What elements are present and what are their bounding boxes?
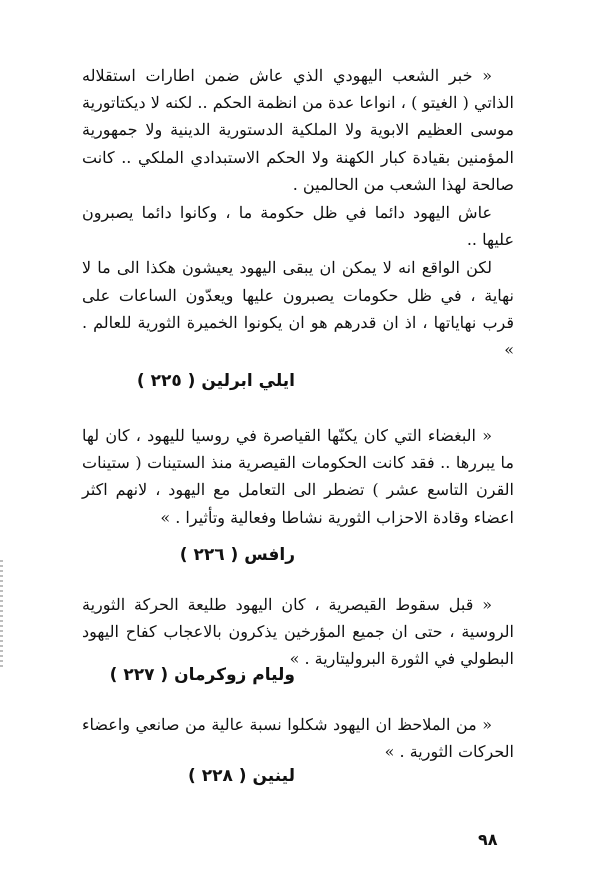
quote-lenin [82, 711, 514, 765]
quote-paragraph: « البغضاء التي كان يكنّها القياصرة في روسيا لليهود ، كان لها ما يبررها .. فقد كانت الحكومات القيصرية منذ الستينات ( ستينات القرن التاسع عشر ) تضطر الى التعامل مع اليهود ، لانهم اكثر اعضاء وقادة الاحزاب الثورية نشاطا وفعالية وتأثيرا . » [82, 426, 514, 527]
quote-paragraph: عاش اليهود دائما في ظل حكومة ما ، وكانوا دائما يصبرون عليها .. [82, 203, 514, 250]
attribution-raffs: رافس ( ٢٢٦ ) [179, 545, 295, 565]
quote-raffs [82, 422, 514, 531]
quote-paragraph: لكن الواقع انه لا يمكن ان يبقى اليهود يعيشون هكذا الى ما لا نهاية ، في ظل حكومات يصبرون عليها ويعدّون الساعات على قرب نهاياتها ، اذ ان قدرهم هو ان يكونوا الخميرة الثورية للعالم . » [82, 258, 514, 360]
attribution-william-zukerman: وليام زوكرمان ( ٢٢٧ ) [109, 665, 295, 685]
attribution-lenin: لينين ( ٢٢٨ ) [188, 766, 295, 786]
quote-paragraph: « من الملاحظ ان اليهود شكلوا نسبة عالية من صانعي واعضاء الحركات الثورية . » [82, 715, 514, 762]
quote-paragraph: « قبل سقوط القيصرية ، كان اليهود طليعة الحركة الثورية الروسية ، حتى ان جميع المؤرخين يذكرون بالاعجاب كفاح اليهود البطولي في الثورة البروليتارية . » [82, 595, 514, 669]
quote-paragraph: « خبر الشعب اليهودي الذي عاش ضمن اطارات استقلاله الذاتي ( الغيتو ) ، انواعا عدة من انظمة الحكم .. لكنه لا ديكتاتورية موسى العظيم الابوية ولا الملكية الدستورية الدينية ولا جمهورية المؤمنين بقيادة كبار الكهنة ولا الحكم الاستبدادي الملكي .. كانت صالحة لهذا الشعب من الحالمين . [82, 66, 514, 194]
quote-william-zukerman [82, 591, 514, 673]
page-edge-shadow [0, 560, 3, 670]
quote-eli-eberlin [82, 62, 514, 363]
page-number: ٩٨ [478, 830, 498, 849]
attribution-eli-eberlin: ايلي ابرلين ( ٢٢٥ ) [136, 371, 295, 391]
